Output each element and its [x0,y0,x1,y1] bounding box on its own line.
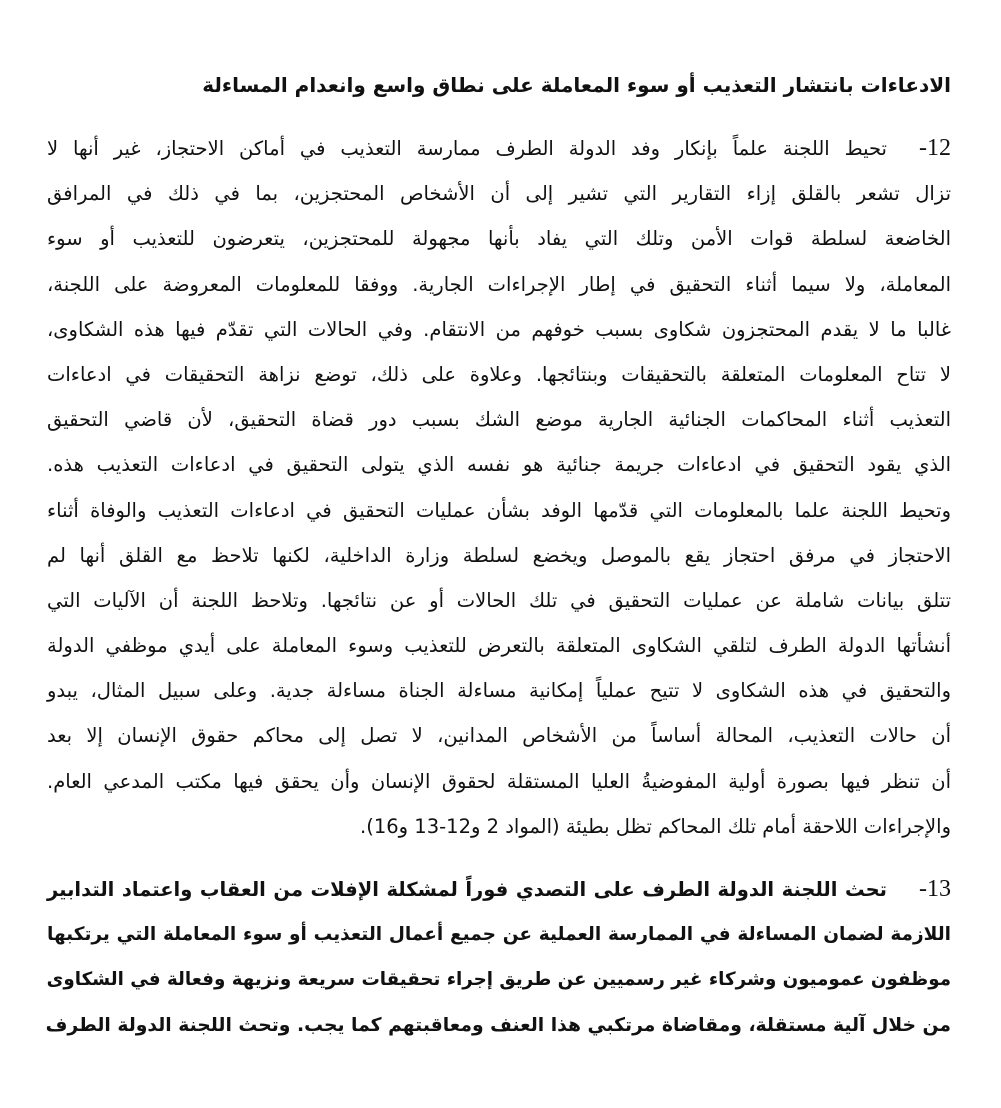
line-text: تحيط اللجنة علماً بإنكار وفد الدولة الطرف ممارسة التعذيب في أماكن الاحتجاز، غير أنها لا [47,137,887,160]
paragraph-line [47,867,951,912]
paragraph-line: من خلال آلية مستقلة، ومقاضاة مرتكبي هذا العنف ومعاقبتهم كما يجب. وتحث اللجنة الدولة الطرف [45,1014,951,1036]
paragraph-line: تتلق بيانات شاملة عن عمليات التحقيق في تلك الحالات أو عن نتائجها. وتلاحظ اللجنة أن الآليات التي [47,588,951,612]
paragraph-line: والإجراءات اللاحقة أمام تلك المحاكم تظل بطيئة (المواد 2 و12-13 و16). [360,814,951,838]
paragraph-line: لا تتاح المعلومات المتعلقة بالتحقيقات وبنتائجها. وعلاوة على ذلك، توضع نزاهة التحقيقات في ادعاءات [47,362,951,386]
paragraph-number: 13- [919,876,951,902]
paragraph-line: الخاضعة لسلطة قوات الأمن وتلك التي يفاد بأنها مجهولة للمحتجزين، يتعرضون للتعذيب أو سوء [47,227,951,251]
paragraph-13 [47,867,951,1048]
document-page [47,0,951,1108]
paragraph-line: والتحقيق في هذه الشكاوى لا تتيح عملياً إمكانية مساءلة الجناة مساءلة جدية. وعلى سبيل المثال، يبدو [47,679,951,703]
paragraph-line [47,126,951,171]
paragraph-line: موظفون عموميون وشركاء غير رسميين عن طريق إجراء تحقيقات سريعة ونزيهة وفعالة في الشكاوى [46,969,951,991]
paragraph-line: تزال تشعر بالقلق إزاء التقارير التي تشير إلى أن الأشخاص المحتجزين، بما في ذلك في المرافق [47,182,951,206]
paragraph-line: وتحيط اللجنة علما بالمعلومات التي قدّمها الوفد بشأن عمليات التحقيق في ادعاءات التعذيب والوفاة أثناء [47,498,951,522]
paragraph-line: الاحتجاز في مرفق احتجاز يقع بالموصل ويخضع لسلطة وزارة الداخلية، لكنها تلاحظ مع القلق أنها لم [47,543,951,567]
paragraph-line: أن حالات التعذيب، المحالة أساساً من الأشخاص المدانين، لا تصل إلى محاكم حقوق الإنسان إلا بعد [47,724,951,748]
paragraph-line: التعذيب أثناء المحاكمات الجنائية الجارية موضع الشك بسبب دور قضاة التحقيق، لأن قاضي التحقيق [47,408,951,432]
paragraph-12 [47,126,951,849]
paragraph-line: اللازمة لضمان المساءلة في الممارسة العملية عن جميع أعمال التعذيب أو سوء المعاملة التي يرتكبها [47,924,951,946]
paragraph-line: أن تنظر فيها بصورة أولية المفوضيةُ العليا المستقلة لحقوق الإنسان وأن يحقق فيها مكتب المدعي العام. [47,769,951,793]
paragraph-number: 12- [919,135,951,161]
paragraph-line: المعاملة، ولا سيما أثناء التحقيق في إطار الإجراءات الجارية. ووفقا للمعلومات المعروضة على اللجنة، [47,272,951,296]
line-text: تحث اللجنة الدولة الطرف على التصدي فوراً لمشكلة الإفلات من العقاب واعتماد التدابير [47,878,887,901]
section-heading: الادعاءات بانتشار التعذيب أو سوء المعاملة على نطاق واسع وانعدام المساءلة [202,73,951,97]
paragraph-line: أنشأتها الدولة الطرف لتلقي الشكاوى المتعلقة بالتعرض للتعذيب وسوء المعاملة على أيدي موظفي الدولة [47,634,951,658]
paragraph-line: الذي يقود التحقيق في ادعاءات جريمة جنائية هو نفسه الذي يتولى التحقيق في ادعاءات التعذيب هذه. [47,453,951,477]
paragraph-line: غالبا ما لا يقدم المحتجزون شكاوى بسبب خوفهم من الانتقام. وفي الحالات التي تقدّم فيها هذه الشكاوى، [47,317,951,341]
